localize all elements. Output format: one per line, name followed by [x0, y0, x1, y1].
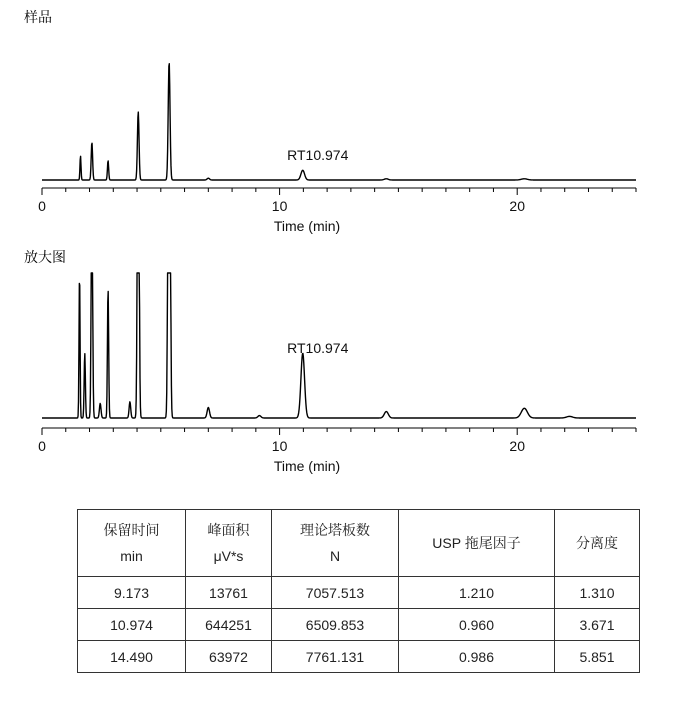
table-cell: 0.960	[399, 609, 555, 641]
x-axis-label: Time (min)	[273, 218, 341, 234]
x-tick-label: 20	[509, 198, 525, 214]
x-axis-label: Time (min)	[273, 458, 341, 474]
x-tick-label: 10	[271, 198, 288, 214]
column-header	[555, 510, 640, 577]
x-tick-label: 20	[509, 438, 525, 454]
table-cell: 14.490	[78, 641, 186, 673]
column-header-text: 峰面积	[207, 522, 250, 538]
column-header-text: USP 拖尾因子	[432, 535, 521, 551]
sample-chromatogram	[0, 0, 687, 240]
column-header-text: 保留时间	[103, 522, 160, 538]
table-row	[78, 641, 640, 673]
table-row	[78, 577, 640, 609]
column-header-text: 分离度	[576, 535, 618, 551]
peak-annotation: RT10.974	[287, 340, 349, 356]
zoomed-chromatogram	[0, 240, 687, 480]
sample-panel-title: 样品	[24, 10, 52, 26]
column-header	[399, 510, 555, 577]
table-cell: 13761	[186, 577, 272, 609]
column-header-text: 理论塔板数	[300, 522, 370, 538]
table-cell: 3.671	[555, 609, 640, 641]
results-table	[77, 509, 640, 673]
peak-annotation: RT10.974	[287, 147, 349, 163]
column-header	[78, 510, 186, 577]
column-header	[272, 510, 399, 577]
table-cell: 7057.513	[272, 577, 399, 609]
table-cell: 63972	[186, 641, 272, 673]
x-tick-label: 0	[38, 198, 46, 214]
column-header-text: N	[329, 548, 341, 564]
table-cell: 0.986	[399, 641, 555, 673]
column-header-text: min	[120, 548, 143, 564]
table-header-row	[78, 510, 640, 577]
table-cell: 644251	[186, 609, 272, 641]
x-tick-label: 10	[271, 438, 288, 454]
x-tick-label: 0	[38, 438, 46, 454]
table-cell: 10.974	[78, 609, 186, 641]
table-body	[78, 577, 640, 673]
table-cell: 9.173	[78, 577, 186, 609]
table-cell: 5.851	[555, 641, 640, 673]
table-cell: 6509.853	[272, 609, 399, 641]
zoom-panel-title: 放大图	[24, 250, 66, 266]
column-header	[186, 510, 272, 577]
table-cell: 1.310	[555, 577, 640, 609]
table-cell: 7761.131	[272, 641, 399, 673]
table-row	[78, 609, 640, 641]
column-header-text: μV*s	[213, 548, 244, 564]
table-cell: 1.210	[399, 577, 555, 609]
